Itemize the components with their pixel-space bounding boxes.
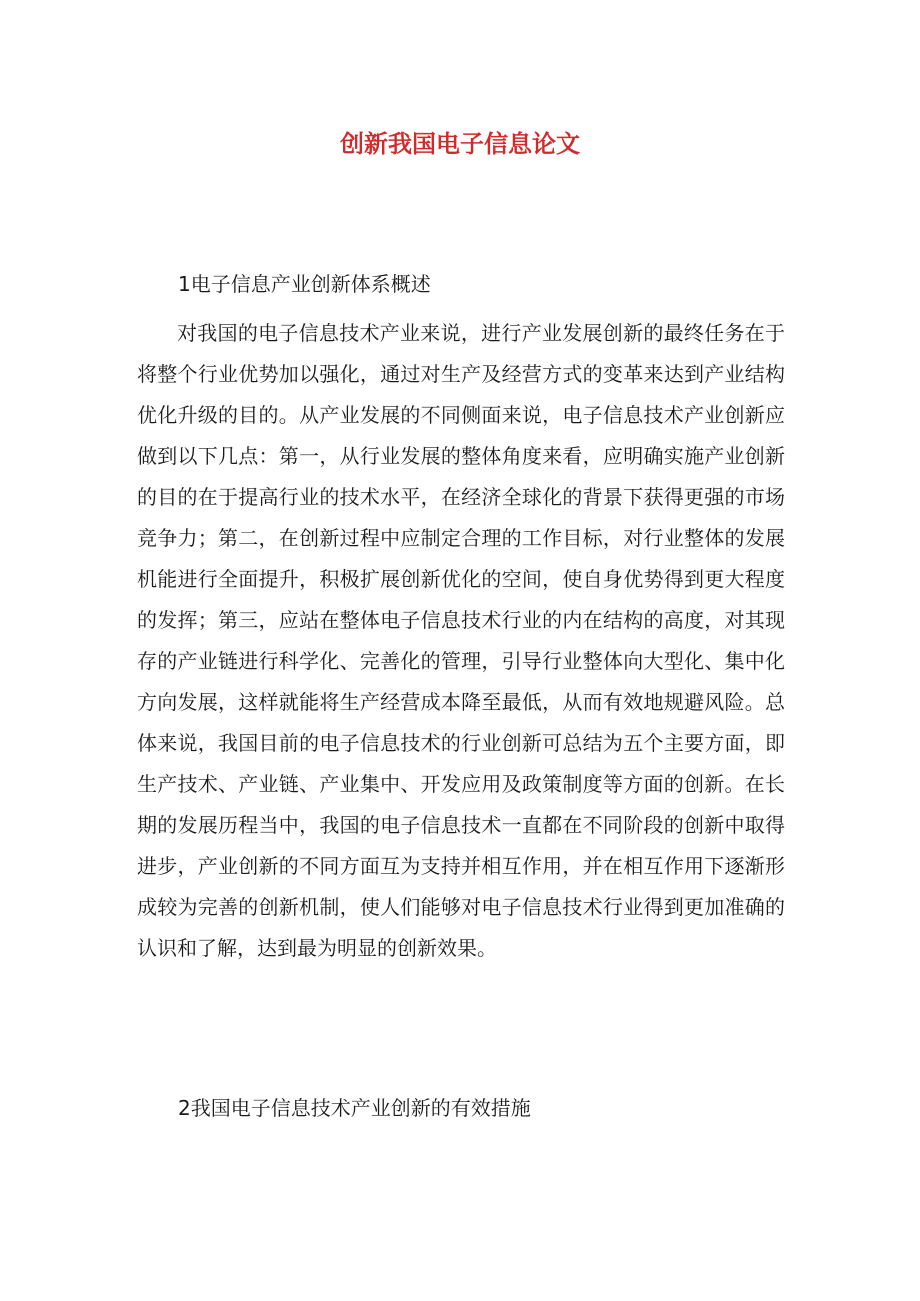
- section-1-heading: 1电子信息产业创新体系概述: [178, 272, 431, 296]
- document-title: 创新我国电子信息论文: [340, 130, 580, 158]
- section-1-body-paragraph: 对我国的电子信息技术产业来说，进行产业发展创新的最终任务在于将整个行业优势加以强化，通过对生产及经营方式的变革来达到产业结构优化升级的目的。从产业发展的不同侧面来说，电子信息技术产业创新应做到以下几点：第一，从行业发展的整体角度来看，应明确实施产业创新的目的在于提高行业的技术水平，在经济全球化的背景下获得更强的市场竞争力；第二，在创新过程中应制定合理的工作目标，对行业整体的发展机能进行全面提升，积极扩展创新优化的空间，使自身优势得到更大程度的发挥；第三，应站在整体电子信息技术行业的内在结构的高度，对其现存的产业链进行科学化、完善化的管理，引导行业整体向大型化、集中化方向发展，这样就能将生产经营成本降至最低，从而有效地规避风险。总体来说，我国目前的电子信息技术的行业创新可总结为五个主要方面，即生产技术、产业链、产业集中、开发应用及政策制度等方面的创新。在长期的发展历程当中，我国的电子信息技术一直都在不同阶段的创新中取得进步，产业创新的不同方面互为支持并相互作用，并在相互作用下逐渐形成较为完善的创新机制，使人们能够对电子信息技术行业得到更加准确的认识和了解，达到最为明显的创新效果。: [137, 321, 785, 960]
- section-2-heading: 2我国电子信息技术产业创新的有效措施: [178, 1096, 531, 1120]
